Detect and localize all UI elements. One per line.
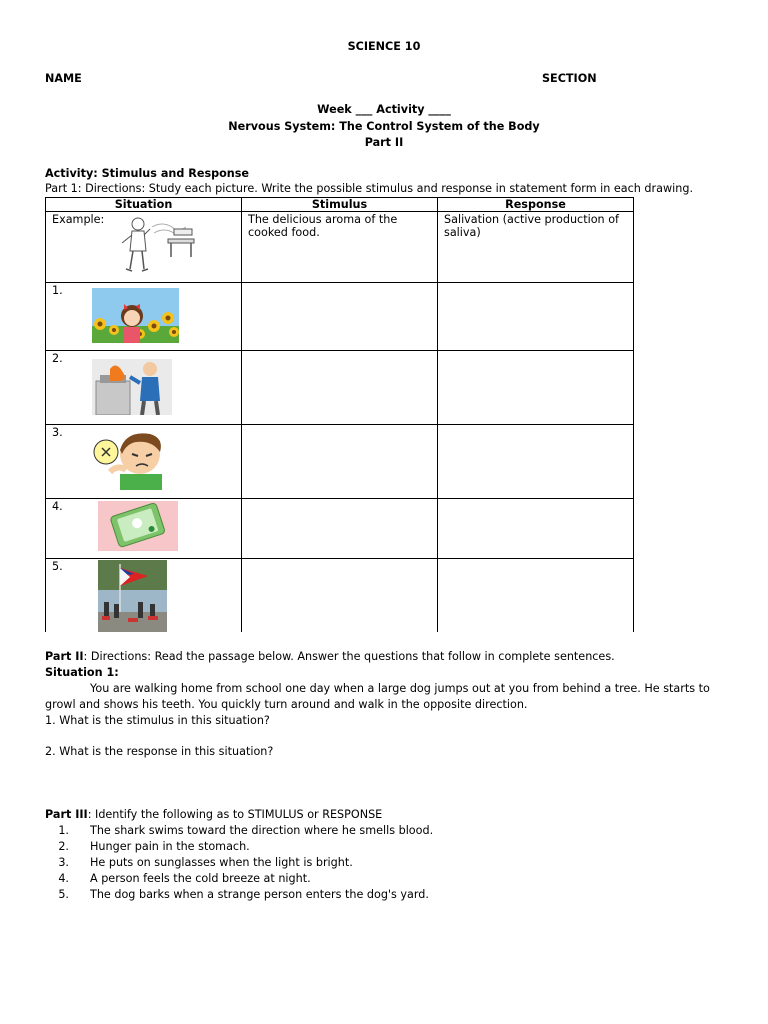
item-text: He puts on sunglasses when the light is bright. — [90, 856, 353, 869]
item-text: A person feels the cold breeze at night. — [90, 872, 311, 885]
stimulus-cell-2[interactable] — [242, 351, 438, 425]
part2-label: Part II — [45, 650, 84, 663]
table-row-example — [46, 212, 634, 283]
situation-cell-3 — [46, 425, 242, 499]
item-number: 5. — [58, 888, 69, 901]
example-label: Example: — [52, 213, 105, 226]
example-response-cell: Salivation (active production of saliva) — [438, 212, 634, 283]
list-item — [45, 823, 433, 839]
list-item — [45, 871, 433, 887]
table-row — [46, 283, 634, 351]
column-header-situation: Situation — [46, 198, 242, 212]
table-row — [46, 559, 634, 632]
activity-title: Activity: Stimulus and Response — [45, 167, 250, 180]
response-cell-2[interactable] — [438, 351, 634, 425]
passage-line-1: You are walking home from school one day when a large dog jumps out at you from behind a tree. He starts to — [90, 682, 710, 695]
situation-cell-5 — [46, 559, 242, 632]
item-text: The dog barks when a strange person enters the dog's yard. — [90, 888, 429, 901]
question-2: 2. What is the response in this situation? — [45, 745, 274, 758]
item-number: 4. — [58, 872, 69, 885]
stimulus-cell-1[interactable] — [242, 283, 438, 351]
situation-cell-2 — [46, 351, 242, 425]
situation-label: Situation 1: — [45, 666, 119, 679]
stimulus-cell-5[interactable] — [242, 559, 438, 632]
stimulus-cell-3[interactable] — [242, 425, 438, 499]
stimulus-cell-4[interactable] — [242, 499, 438, 559]
column-header-stimulus: Stimulus — [242, 198, 438, 212]
response-cell-3[interactable] — [438, 425, 634, 499]
subject-title: SCIENCE 10 — [347, 40, 421, 53]
boy-stung-by-insect-image — [92, 428, 172, 490]
list-item — [45, 839, 433, 855]
item-number: 1. — [58, 824, 69, 837]
row-number: 4. — [52, 500, 63, 513]
boy-smelling-food-image — [116, 215, 206, 275]
row-number: 5. — [52, 560, 63, 573]
item-text: The shark swims toward the direction where he smells blood. — [90, 824, 434, 837]
row-number: 2. — [52, 352, 63, 365]
week-activity-line: Week ___ Activity ____ — [317, 103, 451, 116]
list-item — [45, 887, 433, 903]
name-label: NAME — [45, 72, 82, 85]
ringing-phone-image — [98, 501, 178, 551]
flag-ceremony-image — [98, 560, 167, 632]
row-number: 3. — [52, 426, 63, 439]
activity-directions: Part 1: Directions: Study each picture. Write the possible stimulus and response in statement form in each drawing. — [45, 182, 693, 195]
item-number: 2. — [58, 840, 69, 853]
part3-directions: : Identify the following as to STIMULUS or RESPONSE — [87, 808, 383, 821]
situation-cell-1 — [46, 283, 242, 351]
response-cell-1[interactable] — [438, 283, 634, 351]
example-situation-cell — [46, 212, 242, 283]
part3-directions-line — [45, 808, 382, 821]
part2-directions: : Directions: Read the passage below. Answer the questions that follow in complete sentences. — [83, 650, 615, 663]
response-cell-4[interactable] — [438, 499, 634, 559]
example-stimulus-cell: The delicious aroma of the cooked food. — [242, 212, 438, 283]
stimulus-response-table — [45, 197, 634, 632]
section-label: SECTION — [542, 72, 597, 85]
document-title: Nervous System: The Control System of the Body — [228, 120, 540, 133]
item-text: Hunger pain in the stomach. — [90, 840, 250, 853]
question-1: 1. What is the stimulus in this situation? — [45, 714, 270, 727]
part3-label: Part III — [45, 808, 88, 821]
part3-list — [45, 823, 433, 903]
man-at-stove-image — [92, 359, 172, 415]
table-row — [46, 351, 634, 425]
item-number: 3. — [58, 856, 69, 869]
part2-directions-line — [45, 650, 615, 663]
response-cell-5[interactable] — [438, 559, 634, 632]
row-number: 1. — [52, 284, 63, 297]
table-header-row — [46, 198, 634, 212]
passage-line-2: growl and shows his teeth. You quickly turn around and walk in the opposite direction. — [45, 698, 528, 711]
table-row — [46, 425, 634, 499]
situation-cell-4 — [46, 499, 242, 559]
table-row — [46, 499, 634, 559]
girl-with-sunflowers-image — [92, 288, 179, 343]
list-item — [45, 855, 433, 871]
column-header-response: Response — [438, 198, 634, 212]
part-label: Part II — [364, 136, 404, 149]
